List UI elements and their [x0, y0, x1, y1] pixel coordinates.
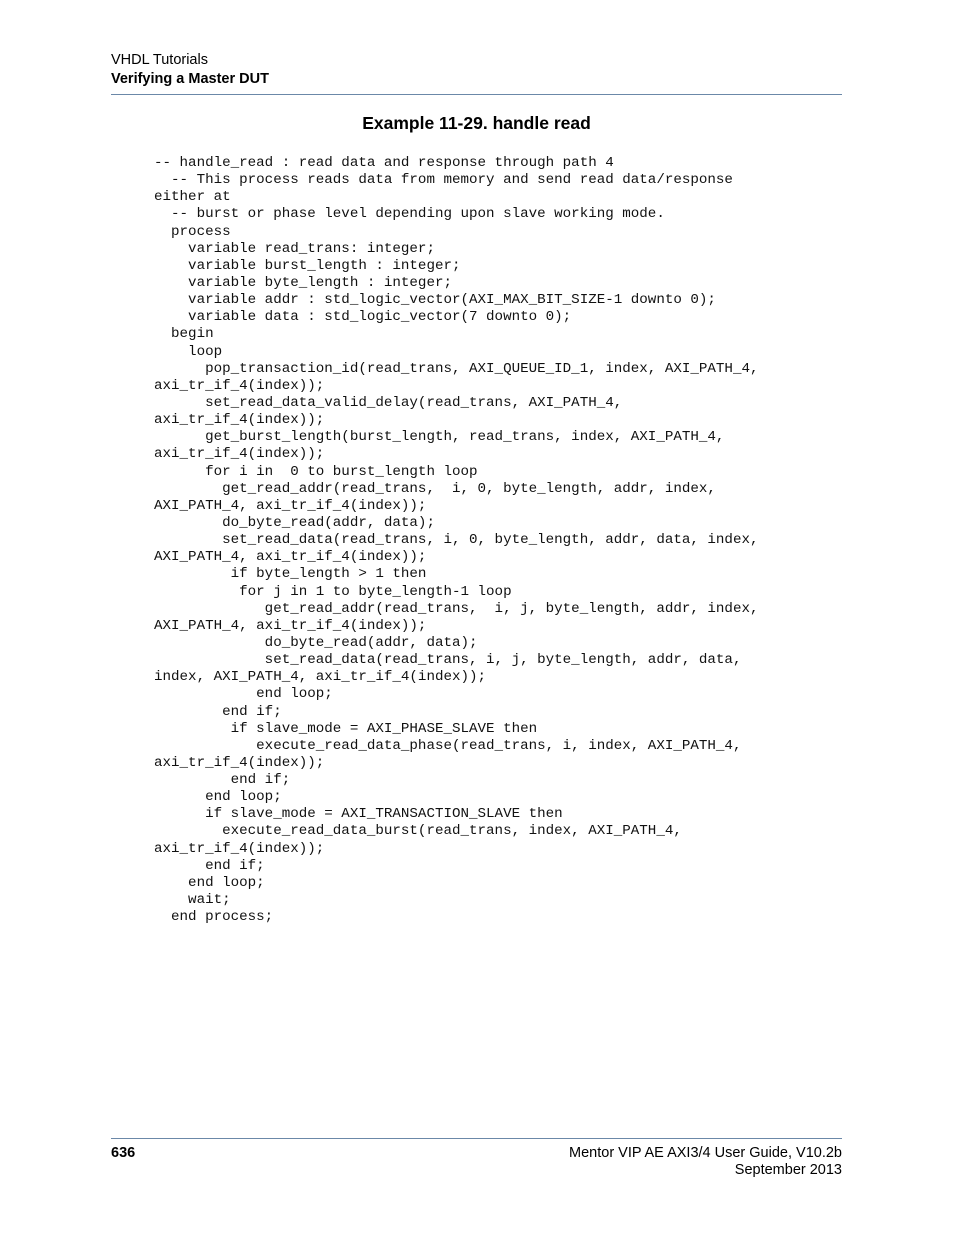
- code-line: end if;: [154, 772, 291, 789]
- code-line: AXI_PATH_4, axi_tr_if_4(index));: [154, 617, 427, 634]
- page-number: 636: [111, 1145, 136, 1161]
- code-line: end if;: [154, 703, 282, 720]
- code-line: end loop;: [154, 874, 265, 891]
- code-line: execute_read_data_burst(read_trans, index, AXI_PATH_4,: [154, 823, 682, 840]
- code-line: variable addr : std_logic_vector(AXI_MAX_BIT_SIZE-1 downto 0);: [154, 292, 716, 309]
- code-line: for j in 1 to byte_length-1 loop: [154, 583, 512, 600]
- code-line: -- This process reads data from memory and send read data/response: [154, 172, 733, 189]
- code-listing: [154, 155, 759, 926]
- code-line: index, AXI_PATH_4, axi_tr_if_4(index));: [154, 669, 487, 686]
- footer-divider: [111, 1138, 842, 1139]
- code-line: axi_tr_if_4(index));: [154, 754, 325, 771]
- code-line: variable read_trans: integer;: [154, 240, 435, 257]
- code-line: end loop;: [154, 789, 282, 806]
- code-line: begin: [154, 326, 214, 343]
- guide-title: Mentor VIP AE AXI3/4 User Guide, V10.2b: [569, 1145, 842, 1161]
- code-line: if byte_length > 1 then: [154, 566, 427, 583]
- code-line: AXI_PATH_4, axi_tr_if_4(index));: [154, 497, 427, 514]
- code-line: axi_tr_if_4(index));: [154, 412, 325, 429]
- example-title: Example 11-29. handle read: [362, 113, 591, 133]
- footer-info: [569, 1145, 842, 1179]
- code-line: get_read_addr(read_trans, i, j, byte_length, addr, index,: [154, 600, 759, 617]
- code-line: end if;: [154, 857, 265, 874]
- code-line: set_read_data(read_trans, i, 0, byte_length, addr, data, index,: [154, 532, 759, 549]
- code-line: axi_tr_if_4(index));: [154, 377, 325, 394]
- code-line: pop_transaction_id(read_trans, AXI_QUEUE_ID_1, index, AXI_PATH_4,: [154, 360, 759, 377]
- code-line: do_byte_read(addr, data);: [154, 514, 435, 531]
- header-subsection-title: Verifying a Master DUT: [111, 71, 269, 87]
- code-line: -- burst or phase level depending upon slave working mode.: [154, 206, 665, 223]
- code-line: for i in 0 to burst_length loop: [154, 463, 478, 480]
- code-line: set_read_data(read_trans, i, j, byte_length, addr, data,: [154, 652, 742, 669]
- code-line: do_byte_read(addr, data);: [154, 634, 478, 651]
- code-line: wait;: [154, 892, 231, 909]
- code-line: set_read_data_valid_delay(read_trans, AXI_PATH_4,: [154, 394, 623, 411]
- code-line: end loop;: [154, 686, 333, 703]
- header-divider: [111, 94, 842, 95]
- code-line: axi_tr_if_4(index));: [154, 840, 325, 857]
- code-line: process: [154, 223, 231, 240]
- code-line: AXI_PATH_4, axi_tr_if_4(index));: [154, 549, 427, 566]
- code-line: get_burst_length(burst_length, read_trans, index, AXI_PATH_4,: [154, 429, 725, 446]
- code-line: get_read_addr(read_trans, i, 0, byte_length, addr, index,: [154, 480, 716, 497]
- running-header: [111, 51, 842, 89]
- code-line: execute_read_data_phase(read_trans, i, index, AXI_PATH_4,: [154, 737, 742, 754]
- code-line: variable burst_length : integer;: [154, 257, 461, 274]
- code-line: -- handle_read : read data and response through path 4: [154, 155, 614, 171]
- header-section-title: VHDL Tutorials: [111, 52, 208, 68]
- code-line: loop: [154, 343, 223, 360]
- code-line: if slave_mode = AXI_PHASE_SLAVE then: [154, 720, 538, 737]
- code-line: variable byte_length : integer;: [154, 274, 452, 291]
- code-line: end process;: [154, 909, 274, 926]
- code-line: variable data : std_logic_vector(7 downto 0);: [154, 309, 572, 326]
- code-line: axi_tr_if_4(index));: [154, 446, 325, 463]
- code-line: if slave_mode = AXI_TRANSACTION_SLAVE then: [154, 806, 563, 823]
- code-line: either at: [154, 189, 231, 206]
- publication-date: September 2013: [734, 1162, 842, 1178]
